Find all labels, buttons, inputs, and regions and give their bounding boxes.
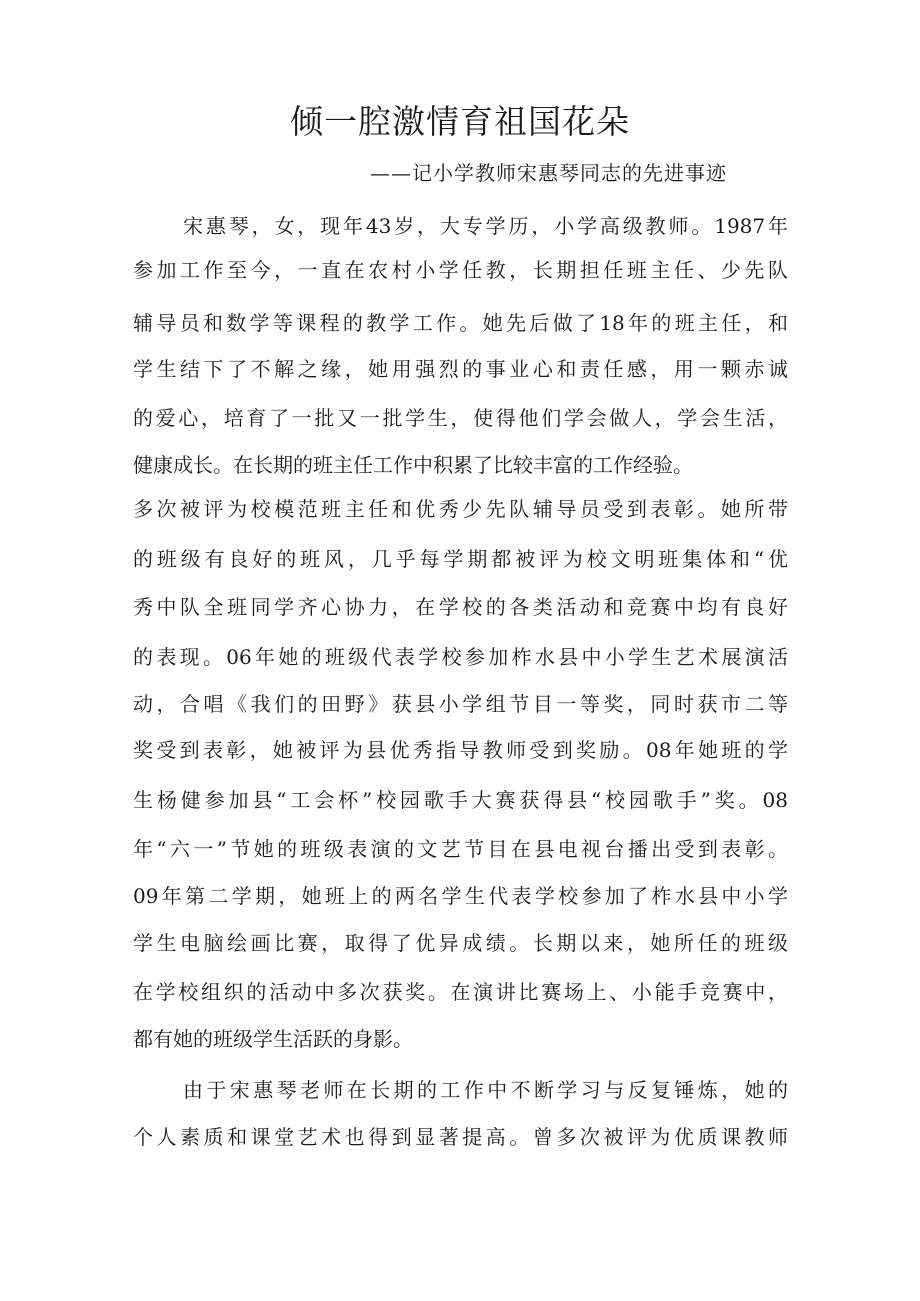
paragraph-1-line-9: 秀中队全班同学齐心协力，在学校的各类活动和竞赛中均有良好 bbox=[133, 595, 788, 619]
paragraph-1-line-8: 的班级有良好的班风，几乎每学期都被评为校文明班集体和“优 bbox=[133, 547, 788, 571]
paragraph-1-line-18: 都有她的班级学生活跃的身影。 bbox=[133, 1027, 413, 1051]
paragraph-1-line-10: 的表现。06年她的班级代表学校参加柞水县中小学生艺术展演活 bbox=[133, 645, 788, 669]
paragraph-1-line-14: 年“六一”节她的班级表演的文艺节目在县电视台播出受到表彰。 bbox=[133, 837, 788, 861]
paragraph-1-line-7: 多次被评为校模范班主任和优秀少先队辅导员受到表彰。她所带 bbox=[133, 497, 788, 521]
paragraph-2-line-2: 个人素质和课堂艺术也得到显著提高。曾多次被评为优质课教师 bbox=[133, 1125, 788, 1149]
page-subtitle: ——记小学教师宋惠琴同志的先进事迹 bbox=[370, 161, 727, 185]
paragraph-1-line-1: 宋惠琴，女，现年43岁，大专学历，小学高级教师。1987年 bbox=[183, 214, 788, 238]
paragraph-1-line-3: 辅导员和数学等课程的教学工作。她先后做了18年的班主任，和 bbox=[133, 311, 788, 335]
page-title: 倾一腔激情育祖国花朵 bbox=[290, 102, 630, 141]
paragraph-1-line-5: 的爱心，培育了一批又一批学生，使得他们学会做人，学会生活， bbox=[133, 406, 788, 430]
paragraph-1-line-4: 学生结下了不解之缘，她用强烈的事业心和责任感，用一颗赤诚 bbox=[133, 357, 788, 381]
paragraph-1-line-11: 动，合唱《我们的田野》获县小学组节目一等奖，同时获市二等 bbox=[133, 692, 788, 716]
paragraph-1-line-15: 09年第二学期，她班上的两名学生代表学校参加了柞水县中小学 bbox=[133, 884, 788, 908]
paragraph-1-line-17: 在学校组织的活动中多次获奖。在演讲比赛场上、小能手竞赛中， bbox=[133, 980, 788, 1004]
paragraph-1-line-16: 学生电脑绘画比赛，取得了优异成绩。长期以来，她所任的班级 bbox=[133, 931, 788, 955]
paragraph-1-line-2: 参加工作至今，一直在农村小学任教，长期担任班主任、少先队 bbox=[133, 258, 788, 282]
paragraph-1-line-6: 健康成长。在长期的班主任工作中积累了比较丰富的工作经验。 bbox=[133, 453, 693, 477]
paragraph-1-line-12: 奖受到表彰，她被评为县优秀指导教师受到奖励。08年她班的学 bbox=[133, 738, 788, 762]
paragraph-1-line-13: 生杨健参加县“工会杯”校园歌手大赛获得县“校园歌手”奖。08 bbox=[133, 788, 788, 812]
paragraph-2-line-1: 由于宋惠琴老师在长期的工作中不断学习与反复锤炼，她的 bbox=[183, 1078, 788, 1102]
